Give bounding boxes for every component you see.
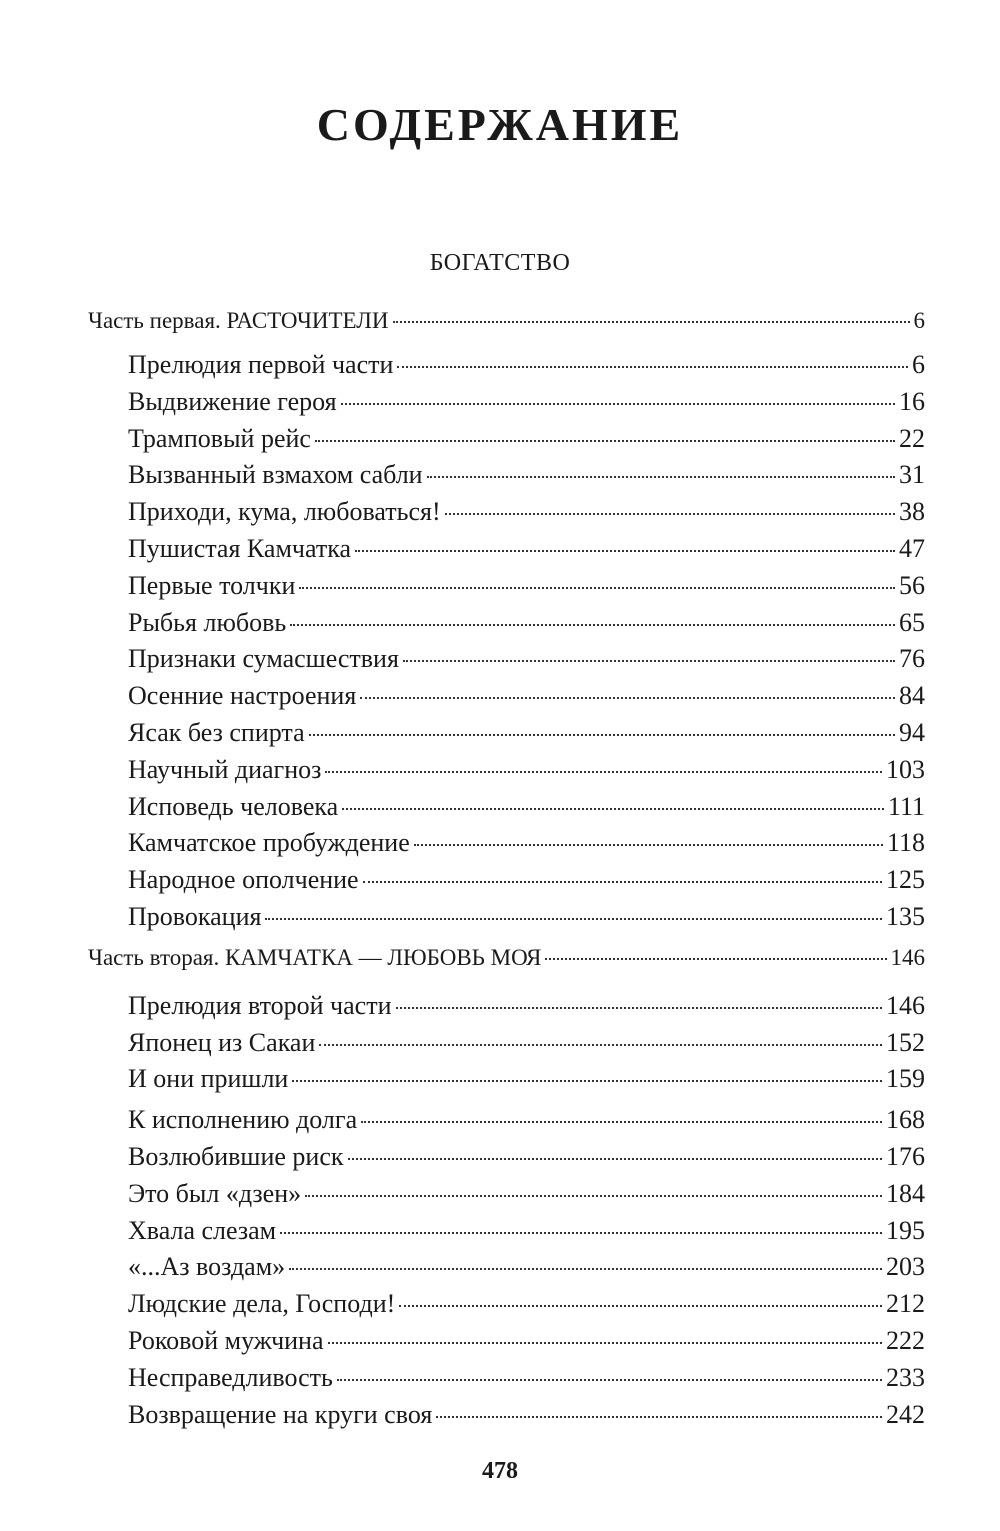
- toc-chapter-label: «...Аз воздам»: [128, 1252, 286, 1282]
- dot-leader: [315, 440, 895, 442]
- toc-chapter-label: Исповедь человека: [128, 791, 339, 821]
- toc-chapter[interactable]: [88, 1216, 925, 1253]
- toc-chapter-label: Первые толчки: [128, 570, 296, 600]
- dot-leader: [265, 918, 882, 920]
- toc-page-number: 125: [886, 865, 925, 895]
- toc-chapter[interactable]: [88, 828, 925, 865]
- toc-page-number: 16: [899, 386, 925, 416]
- toc-chapter-label: Это был «дзен»: [128, 1178, 302, 1208]
- dot-leader: [348, 1158, 883, 1160]
- toc-chapter[interactable]: [88, 534, 925, 571]
- toc-chapter[interactable]: [88, 424, 925, 461]
- dot-leader: [292, 1080, 882, 1082]
- dot-leader: [341, 403, 895, 405]
- toc-chapter-label: Японец из Сакаи: [128, 1027, 316, 1057]
- toc-page-number: 203: [886, 1252, 925, 1282]
- toc-chapter-label: Прелюдия второй части: [128, 990, 392, 1020]
- dot-leader: [309, 734, 895, 736]
- toc-chapter[interactable]: [88, 644, 925, 681]
- toc-chapter[interactable]: [88, 387, 925, 424]
- toc-page-number: 94: [899, 717, 925, 747]
- toc-part-label: Часть вторая. КАМЧАТКА — ЛЮБОВЬ МОЯ: [88, 944, 542, 970]
- toc-page-number: 47: [899, 533, 925, 563]
- toc-chapter[interactable]: [88, 1252, 925, 1289]
- toc-page-number: 38: [899, 497, 925, 527]
- toc-chapter[interactable]: [88, 902, 925, 939]
- toc-page-number: 152: [886, 1027, 925, 1057]
- toc-page-number: 233: [886, 1362, 925, 1392]
- toc-page-number: 146: [886, 990, 925, 1020]
- dot-leader: [328, 1342, 882, 1344]
- toc-chapter-label: Приходи, кума, любоваться!: [128, 497, 441, 527]
- dot-leader: [397, 366, 908, 368]
- toc-chapter-label: Рыбья любовь: [128, 607, 287, 637]
- toc-chapter[interactable]: [88, 1028, 925, 1065]
- toc-chapter[interactable]: [88, 1142, 925, 1179]
- toc-chapter[interactable]: [88, 571, 925, 608]
- toc-chapter-label: Хвала слезам: [128, 1215, 277, 1245]
- dot-leader: [325, 771, 882, 773]
- toc-chapter[interactable]: [88, 681, 925, 718]
- dot-leader: [393, 321, 910, 323]
- toc-chapter[interactable]: [88, 865, 925, 902]
- dot-leader: [414, 844, 883, 846]
- toc-page-number: 168: [886, 1105, 925, 1135]
- toc-part-2[interactable]: [88, 945, 925, 991]
- toc-chapter[interactable]: [88, 1064, 925, 1101]
- dot-leader: [290, 624, 895, 626]
- toc-chapter[interactable]: [88, 1179, 925, 1216]
- toc-chapter-label: Возлюбившие риск: [128, 1141, 344, 1171]
- toc-chapter-label: Возвращение на круги своя: [128, 1399, 433, 1429]
- toc-chapter-label: Ясак без спирта: [128, 717, 305, 747]
- dot-leader: [360, 697, 895, 699]
- toc-chapter[interactable]: [88, 1105, 925, 1142]
- dot-leader: [305, 1195, 882, 1197]
- toc-chapter[interactable]: [88, 1363, 925, 1400]
- toc-chapter-label: Научный диагноз: [128, 754, 322, 784]
- dot-leader: [396, 1007, 883, 1009]
- dot-leader: [280, 1232, 882, 1234]
- toc-chapter-label: Народное ополчение: [128, 865, 359, 895]
- dot-leader: [399, 1305, 882, 1307]
- toc-chapter[interactable]: [88, 497, 925, 534]
- toc-chapter-label: Несправедливость: [128, 1362, 333, 1392]
- toc-chapter[interactable]: [88, 608, 925, 645]
- toc-chapter-label: Роковой мужчина: [128, 1325, 324, 1355]
- dot-leader: [403, 660, 895, 662]
- dot-leader: [342, 808, 884, 810]
- page-title: СОДЕРЖАНИЕ: [316, 99, 684, 150]
- toc-chapter[interactable]: [88, 460, 925, 497]
- toc-chapter-label: Прелюдия первой части: [128, 350, 394, 379]
- toc-page-number: 212: [886, 1289, 925, 1319]
- toc-page-number: 6: [913, 308, 925, 333]
- dot-leader: [289, 1268, 882, 1270]
- toc-chapter[interactable]: [88, 718, 925, 755]
- dot-leader: [319, 1044, 882, 1046]
- dot-leader: [355, 550, 895, 552]
- toc-chapter-label: К исполнению долга: [128, 1105, 358, 1135]
- dot-leader: [361, 1121, 882, 1123]
- toc-chapter-label: Камчатское пробуждение: [128, 828, 410, 858]
- dot-leader: [427, 476, 895, 478]
- toc-chapter[interactable]: [88, 792, 925, 829]
- toc-page-number: 84: [899, 681, 925, 711]
- toc-chapter-label: Людские дела, Господи!: [128, 1289, 396, 1319]
- toc-chapter[interactable]: [88, 1289, 925, 1326]
- toc-chapter-label: Провокация: [128, 901, 262, 931]
- toc-page-number: 22: [899, 423, 925, 453]
- dot-leader: [545, 958, 886, 960]
- toc-part-1[interactable]: [88, 308, 925, 350]
- toc-chapter[interactable]: [88, 350, 925, 387]
- toc-chapter[interactable]: [88, 1326, 925, 1363]
- toc-page-number: 222: [886, 1325, 925, 1355]
- toc-page-number: 6: [912, 350, 925, 379]
- toc-chapter-label: Признаки сумасшествия: [128, 644, 399, 674]
- toc-chapter-label: Вызванный взмахом сабли: [128, 460, 423, 490]
- toc-page-number: 65: [899, 607, 925, 637]
- toc-page-number: 195: [886, 1215, 925, 1245]
- table-of-contents: [88, 308, 925, 1436]
- toc-page-number: 135: [886, 901, 925, 931]
- toc-chapter-label: Трамповый рейс: [128, 423, 311, 453]
- toc-chapter-label: Осенние настроения: [128, 681, 357, 711]
- toc-chapter[interactable]: [88, 755, 925, 792]
- dot-leader: [445, 513, 895, 515]
- toc-chapter-label: Пушистая Камчатка: [128, 533, 352, 563]
- toc-part-label: Часть первая. РАСТОЧИТЕЛИ: [88, 308, 389, 333]
- toc-page-number: 76: [899, 644, 925, 674]
- book-title: БОГАТСТВО: [429, 250, 571, 276]
- toc-page-number: 242: [886, 1399, 925, 1429]
- toc-page-number: 176: [886, 1141, 925, 1171]
- dot-leader: [337, 1379, 882, 1381]
- toc-page-number: 111: [887, 791, 925, 821]
- toc-page-number: 103: [886, 754, 925, 784]
- toc-page-number: 184: [886, 1178, 925, 1208]
- toc-chapter-label: Выдвижение героя: [128, 386, 337, 416]
- toc-page-number: 118: [886, 828, 925, 858]
- dot-leader: [436, 1416, 882, 1418]
- dot-leader: [299, 587, 895, 589]
- dot-leader: [363, 881, 882, 883]
- toc-chapter-label: И они пришли: [128, 1064, 289, 1094]
- toc-page-number: 31: [899, 460, 925, 490]
- toc-page-number: 56: [899, 570, 925, 600]
- toc-chapter[interactable]: [88, 1400, 925, 1437]
- toc-page-number: 159: [886, 1064, 925, 1094]
- toc-page-number: 146: [890, 944, 925, 970]
- toc-chapter[interactable]: [88, 991, 925, 1028]
- page-number-footer: 478: [482, 1458, 518, 1484]
